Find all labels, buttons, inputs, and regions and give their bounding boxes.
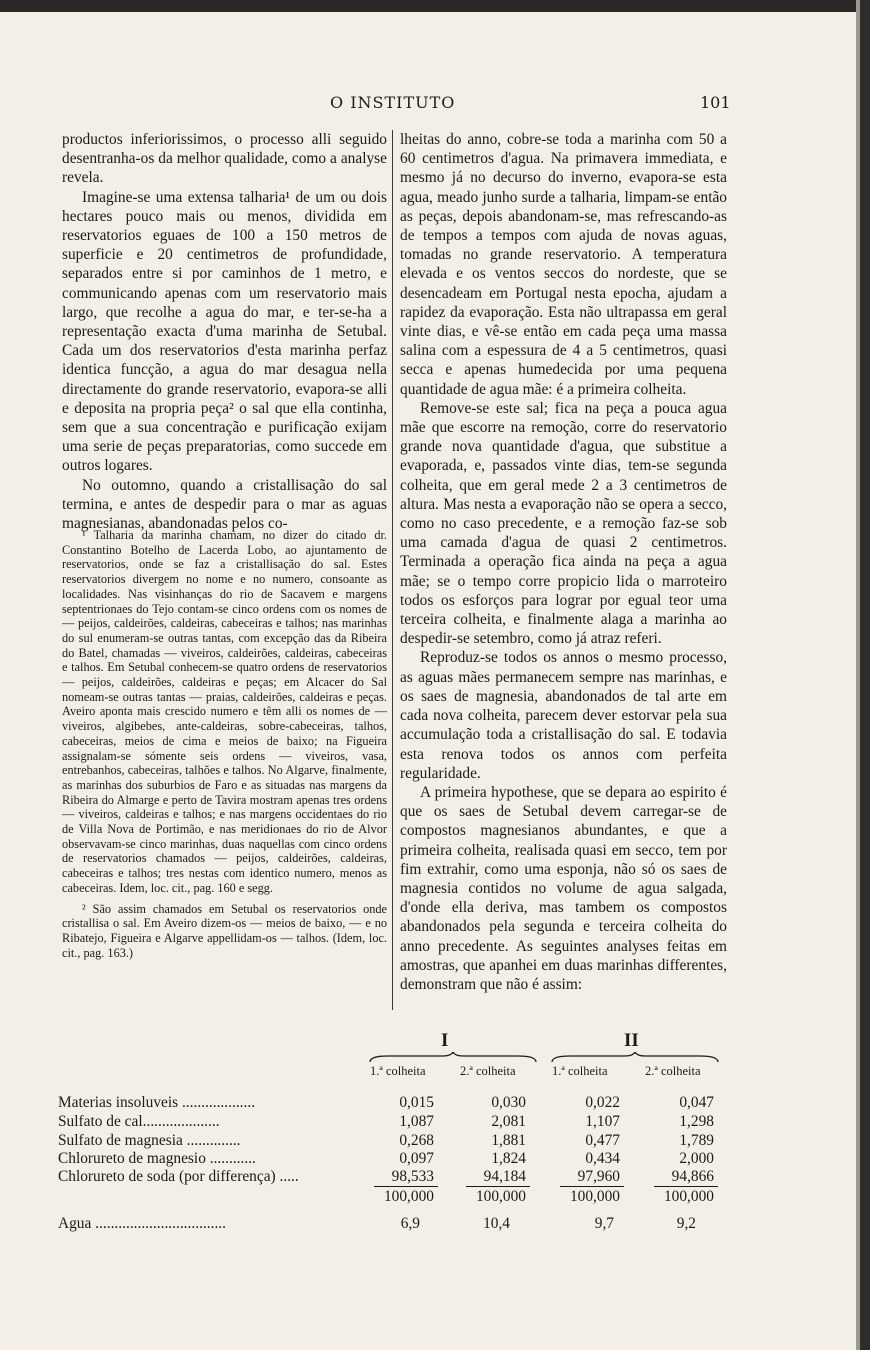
page-number: 101 [700,93,731,112]
row-label: Sulfato de magnesia .............. [58,1132,241,1149]
cell: 100,000 [569,1188,620,1205]
row-label: Sulfato de cal.................... [58,1113,220,1130]
brace-icon [550,1052,720,1064]
cell: 1,824 [491,1150,526,1167]
row-label: Chlorureto de soda (por differença) ..... [58,1168,299,1185]
left-column [62,130,387,533]
table-row [58,1132,728,1152]
cell: 1,087 [399,1113,434,1130]
cell: 0,022 [585,1094,620,1111]
table-row [58,1094,728,1114]
subheader: 1.ª colheita [552,1064,608,1078]
group-header-ii: II [624,1030,639,1051]
table-row [58,1113,728,1133]
cell: 97,960 [577,1168,620,1185]
row-label: Agua .................................. [58,1215,227,1232]
cell: 9,2 [676,1215,696,1232]
footnote: ¹ Talharia da marinha chamam, no dizer do citado dr. Constantino Botelho de Lacerda Lobo, ao ajuntamento de reservatorios, onde se faz a cristallisação do sal. Estes reservatorios divergem no nome e no numero, consoante as localidades. Nas visinhanças do rio de Sacavem e margens septentrionaes do Tejo contam-se cinco ordens com os nomes de — peijos, caldeirões, caldeiras, cabeceiras e talhos; nas marinhas do sul enumeram-se outras tantas, com excepção das da Ribeira do Batel, chamadas — viveiros, caldeirões, caldeiras, cabeceiras e talhos. Em Setubal conhecem-se quatro ordens de reservatorios — peijos, caldeirões, caldeiras e peças; em Alcacer do Sal nomeam-se outras tantas — praias, caldeirões, caldeiras e peças. Aveiro aponta mais crescido numero e têm alli os nomes de — viveiros, algibebes, ante-caldeiras, sobre-cabeceiras, talhos, cabeceiras, meios de cima e meios de baixo; na Figueira assignalam-se sómente seis ordens — viveiros, vasa, entrebanhos, cabeceiras, talhões e talhos. No Algarve, finalmente, as marinhas dos suburbios de Faro e as situadas nas margens da Ribeira do Almarge e perto de Tavira mostram apenas tres ordens — viveiros, caldeiras e talhos; e nas margens occidentaes do rio de Villa Nova de Portimão, e nas meridionaes do rio de Alvor observavam-se cinco marinhas, duas naquellas com cinco ordens de reservatorios chamados — peijos, caldeirões, caldeiras, cabeceiras e talhos; tres nestas com identico numero, menos as cabeceiras. Idem, loc. cit., pag. 160 e segg. [62,528,387,895]
cell: 94,866 [671,1168,714,1185]
group-header-i: I [441,1030,449,1051]
sum-rule [560,1186,624,1187]
cell: 0,015 [399,1094,434,1111]
binding-edge [860,0,870,1350]
paragraph: productos inferiorissimos, o processo alli seguido desentranha-os da melhor qualidade, como a analyse revela. [62,131,387,187]
cell: 94,184 [483,1168,526,1185]
page-header [0,93,870,117]
cell: 6,9 [400,1215,420,1232]
cell: 100,000 [475,1188,526,1205]
sum-rule [654,1186,718,1187]
right-column [400,130,727,994]
table-row [58,1150,728,1170]
cell: 1,789 [679,1132,714,1149]
row-label: Materias insoluveis ................... [58,1094,256,1111]
sum-rule [466,1186,530,1187]
paragraph: Remove-se este sal; fica na peça a pouca agua mãe que escorre na remoção, corre do reservatorio grande nova quantidade d'agua, que substitue a evaporada, e, passados vinte dias, tem-se segunda colheita, que em geral mede 2 a 3 centimetros de altura. Mas nesta a evaporação não se opera a secco, como no caso precedente, e a remoção faz-se sob uma camada d'agua de quasi 2 centimetros. Terminada a operação fica ainda na peça a agua mãe; se o tempo corre propicio lida o marroteiro todos os esforços para lograr por egual teor uma terceira colheita, e finalmente alaga a marinha ao despedir-se setembro, como já atraz referi. [400,399,727,648]
footnotes [62,528,387,966]
cell: 0,047 [679,1094,714,1111]
cell: 0,097 [399,1150,434,1167]
cell: 100,000 [383,1188,434,1205]
subheader: 2.ª colheita [645,1064,701,1078]
cell: 9,7 [594,1215,614,1232]
cell: 0,268 [399,1132,434,1149]
totals-row [58,1188,728,1208]
paragraph: No outomno, quando a cristallisação do sal termina, e antes de despedir para o mar as aguas magnesianas, abandonadas pelos co- [62,476,387,533]
brace-icon [368,1052,538,1064]
paragraph: lheitas do anno, cobre-se toda a marinha com 50 a 60 centimetros d'agua. Na primavera immediata, e mesmo já no decurso do inverno, evapora-se esta agua, meado junho surde a talharia, limpam-se então as peças, depois abandonam-se, mas refrescando-as de tempos a tempos com ajuda de novas aguas, tomadas no grande reservatorio. A temperatura elevada e os ventos seccos do nordeste, que se desencadeam em Portugal nesta epocha, ajudam a rapidez da evaporação. Esta não ultrapassa em geral vinte dias, e vê-se então em cada peça uma massa salina com a espessura de 4 a 5 centimetros, quasi secca e apenas humedecida por uma pequena quantidade de agua mãe: é a primeira colheita. [400,131,727,398]
paragraph: Reproduz-se todos os annos o mesmo processo, as aguas mães permanecem sempre nas marinhas, e os saes de magnesia, abandonados de tal arte em cada nova colheita, parecem dever estorvar pela sua accumulação toda a cristallisação do sal. E todavia esta renova todos os annos com perfeita regularidade. [400,649,727,782]
cell: 2,081 [491,1113,526,1130]
row-label: Chlorureto de magnesio ............ [58,1150,256,1167]
subheader: 2.ª colheita [460,1064,516,1078]
cell: 2,000 [679,1150,714,1167]
paragraph: A primeira hypothese, que se depara ao espirito é que os saes de Setubal devem carregar-se de compostos magnesianos abundantes, e que a primeira colheita, realisada quasi em secco, tem por fim extrahir, como uma esponja, não só os saes de magnesia contidos no volume de agua salgada, d'onde ella deriva, mas tambem os compostos abandonados pela segunda e terceira colheita do anno precedente. As seguintes analyses feitas em amostras, que apanhei em duas marinhas differentes, demonstram que não é assim: [400,783,727,993]
sum-rule [374,1186,438,1187]
page-top-edge [0,0,870,12]
cell: 1,107 [585,1113,620,1130]
cell: 100,000 [663,1188,714,1205]
cell: 0,434 [585,1150,620,1167]
water-row [58,1215,728,1235]
paragraph: Imagine-se uma extensa talharia¹ de um ou dois hectares pouco mais ou menos, dividida em reservatorios eguaes de 100 a 150 metros de superficie e 20 centimetros de profundidade, separados entre si por caminhos de 1 metro, e communicando apenas com um reservatorio mais largo, que recolhe a agua do mar, e ter-se-ha a representação exacta d'uma marinha de Setubal. Cada um dos reservatorios d'esta marinha perfaz identica funcção, a agua do mar desagua nella directamente do grande reservatorio, evapora-se alli e deposita na propria peça² o sal que ella continha, sem que a sua concentração e purificação exijam uma serie de peças preparatorias, como succede em outros logares. [62,188,387,475]
cell: 1,881 [491,1132,526,1149]
cell: 10,4 [483,1215,510,1232]
subheader: 1.ª colheita [370,1064,426,1078]
table-row [58,1168,728,1188]
cell: 98,533 [391,1168,434,1185]
cell: 1,298 [679,1113,714,1130]
cell: 0,030 [491,1094,526,1111]
cell: 0,477 [585,1132,620,1149]
column-rule [392,130,393,1010]
footnote: ² São assim chamados em Setubal os reservatorios onde cristallisa o sal. Em Aveiro dizem-os — meios de baixo, — e no Ribatejo, Figueira e Algarve appellidam-os — talhos. (Idem, loc. cit., pag. 163.) [62,901,387,960]
running-head: O INSTITUTO [330,93,456,112]
